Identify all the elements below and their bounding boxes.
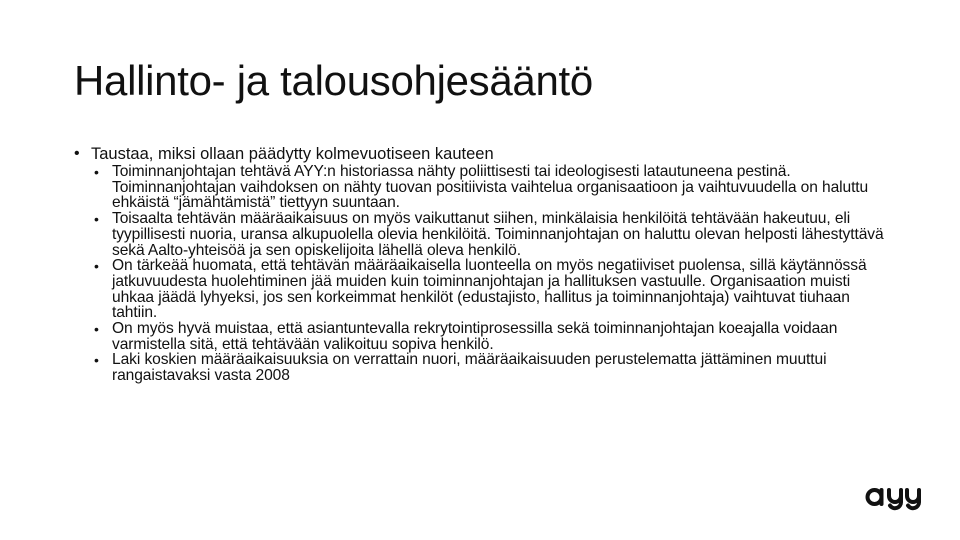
sub-bullet-text: Toiminnanjohtajan tehtävä AYY:n historiassa nähty poliittisesti tai ideologisesti latautuneena pestinä. Toiminnanjohtajan vaihdoksen on nähty tuovan positiivista vaihtelua organisaatioon ja vaihtuvuudella on haluttu ehkäistä “jämähtämistä” tiettyyn suuntaan. bbox=[112, 163, 869, 212]
ayy-logo-icon bbox=[865, 486, 927, 512]
bullet-icon: • bbox=[74, 145, 80, 162]
sub-bullet-list bbox=[94, 164, 894, 384]
sub-bullet-text: Toisaalta tehtävän määräaikaisuus on myös vaikuttanut siihen, minkälaisia henkilöitä tehtävään hakeutuu, eli tyypillisesti nuoria, uransa alkupuolella olevia henkilöitä. Toiminnanjohtajan on haluttu olevan helposti lähestyttävä sekä Aalto-yhteisöä ja sen opiskelijoita lähellä oleva henkilö. bbox=[112, 210, 884, 259]
main-bullet-text: Taustaa, miksi ollaan päädytty kolmevuotiseen kauteen bbox=[91, 145, 494, 163]
bullet-icon: • bbox=[94, 321, 99, 338]
bullet-icon: • bbox=[94, 211, 99, 228]
sub-bullet-text: On tärkeää huomata, että tehtävän määräaikaisella luonteella on myös negatiiviset puolensa, sillä käytännössä jatkuvuudesta huolehtiminen jää muiden kuin toiminnanjohtajan ja hallituksen vastuulle. Organisaation muisti uhkaa jäädä lyhyeksi, jos sen korkeimmat henkilöt (edustajisto, hallitus ja toiminnanjohtaja) vaihtuvat tiuhaan tahtiin. bbox=[112, 257, 867, 322]
sub-bullet-item bbox=[94, 211, 894, 258]
sub-bullet-text: Laki koskien määräaikaisuuksia on verrattain nuori, määräaikaisuuden perustelematta jättäminen muuttui rangaistavaksi vasta 2008 bbox=[112, 351, 827, 385]
bullet-icon: • bbox=[94, 352, 99, 369]
bullet-icon: • bbox=[94, 164, 99, 180]
sub-bullet-item bbox=[94, 321, 894, 352]
sub-bullet-item bbox=[94, 258, 894, 321]
sub-bullet-item bbox=[94, 164, 894, 211]
main-bullet-item bbox=[74, 144, 894, 164]
slide-title: Hallinto- ja talousohjesääntö bbox=[74, 57, 593, 104]
bullet-icon: • bbox=[94, 258, 99, 275]
sub-bullet-text: On myös hyvä muistaa, että asiantuntevalla rekrytointiprosessilla sekä toiminnanjohtajan koeajalla voidaan varmistella sitä, että tehtävään valikoituu sopiva henkilö. bbox=[112, 320, 838, 353]
sub-bullet-item bbox=[94, 352, 894, 383]
slide-content bbox=[74, 144, 894, 384]
